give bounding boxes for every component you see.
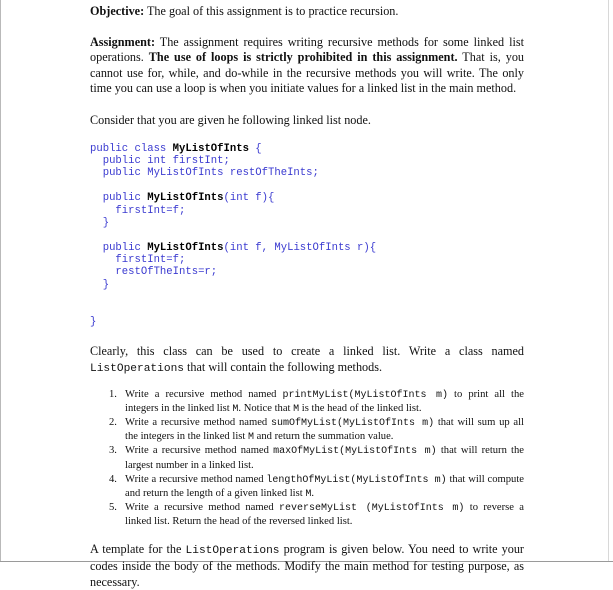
item-text: that will compute and return the length of a given linked list [125,473,524,500]
code-line: restOfTheInts=r; [90,266,218,279]
item-text: Write a recursive method named [125,473,267,485]
item-text: Write a recursive method named [125,388,283,400]
assignment-text-2: That is, you cannot use for, while, and do-while in the recursive methods you will write. The only time you can use a loop is when you initiate values for a linked list in the main method. [90,50,525,96]
code-text: (int f){ [223,192,275,205]
code-blank-line [90,180,524,192]
item-text: to print all the integers in the linked list [125,388,524,414]
inline-code: M [247,432,254,444]
code-block [90,143,524,329]
code-line: firstInt=f; [90,254,186,267]
item-text: that will return the largest number in a linked list. [125,445,524,471]
constructor-name: MyListOfInts [147,241,224,254]
code-line: } [90,278,110,291]
assignment-bold-rule: The use of loops is strictly prohibited in this assignment. [148,50,458,65]
code-blank-line [90,229,524,241]
method-list [90,388,524,530]
inline-code: M [305,489,312,501]
list-number: 4. [109,473,117,485]
code-line [90,242,524,254]
assignment-text-1: The assignment requires writing recursive methods for some linked list operations. [90,34,524,65]
inline-code: M [232,403,239,415]
item-text: Write a recursive method named [125,502,279,514]
code-line: } [90,316,97,329]
item-text: . [311,488,315,500]
item-text: . Notice that [238,402,294,414]
list-number: 1. [109,388,117,400]
code-text: (int f, MyListOfInts r){ [223,241,377,254]
objective-paragraph [90,4,524,20]
class-name-code: ListOperations [90,363,184,376]
item-text: and return the summation value. [254,431,394,443]
item-text: Write a recursive method named [125,417,271,429]
item-text: is the head of the linked list. [299,402,422,414]
code-text: { [248,142,262,155]
document-page [90,4,524,590]
list-item [90,388,524,416]
item-text: Write a recursive method named [125,445,274,457]
inline-code: M [293,403,300,415]
code-keyword: public class [90,142,173,155]
clearly-text-1: Clearly, this class can be used to create a linked list. Write a class named [90,344,524,359]
list-item [90,501,524,529]
code-blank-line [90,304,524,316]
objective-text: The goal of this assignment is to practice recursion. [144,4,399,18]
code-line [90,192,524,204]
clearly-paragraph [90,344,524,377]
item-text: that will sum up all the integers in the linked list [125,417,524,443]
assignment-label: Assignment: [90,34,156,49]
method-signature: reverseMyList (MyListOfInts m) [278,503,465,515]
code-keyword: public [90,241,148,254]
class-name: MyListOfInts [172,142,249,155]
method-signature: sumOfMyList(MyListOfInts m) [270,418,435,430]
code-keyword: public [90,192,148,205]
item-text: to reverse a linked list. Return the head of the reversed linked list. [125,502,524,528]
objective-label: Objective: [90,4,145,18]
consider-paragraph: Consider that you are given he following linked list node. [90,112,371,127]
method-signature: lengthOfMyList(MyListOfInts m) [266,474,447,486]
code-line: } [90,216,110,229]
code-line [90,143,524,155]
template-text-1: A template for the [90,541,186,556]
page-frame-left [0,0,1,562]
list-item [90,444,524,472]
class-name-code: ListOperations [185,544,280,557]
list-number: 2. [109,417,117,429]
list-number: 5. [109,502,117,514]
assignment-paragraph [90,35,524,97]
list-item [90,473,524,501]
template-text-2: program is given below. You need to write your codes inside the body of the methods. Modify the main method for testing purpose, as necessary. [90,541,524,589]
code-line: firstInt=f; [90,204,186,217]
template-paragraph [90,542,524,590]
method-signature: printMyList(MyListOfInts m) [282,389,448,401]
code-blank-line [90,291,524,303]
method-signature: maxOfMyList(MyListOfInts m) [273,446,437,458]
clearly-text-2: that will contain the following methods. [184,360,383,375]
code-line: public int firstInt; [90,154,230,167]
list-item [90,416,524,444]
list-number: 3. [109,445,117,457]
page-frame-right [608,0,609,562]
code-line: public MyListOfInts restOfTheInts; [90,167,319,180]
constructor-name: MyListOfInts [147,192,224,205]
